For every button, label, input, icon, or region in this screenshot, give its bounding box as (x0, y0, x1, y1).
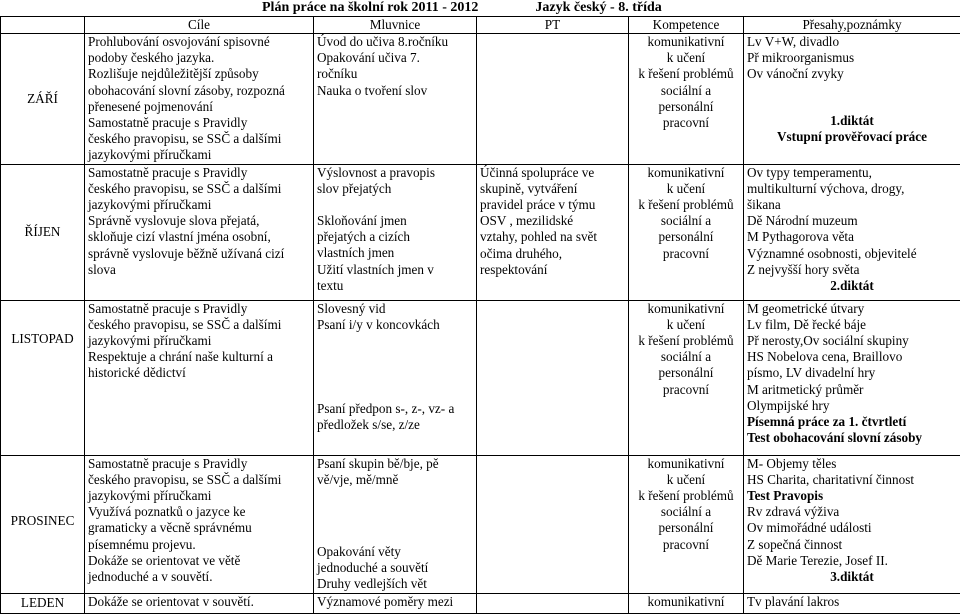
pisemna-prace-label: Písemná práce za 1. čtvrtletí (747, 414, 957, 430)
cile-cell (85, 164, 314, 300)
diktat-label: 3.diktát (747, 569, 957, 585)
test-label: Vstupní prověřovací práce (747, 129, 957, 145)
presahy-line: Ov typy temperamentu, (747, 165, 957, 181)
cile-line: Samostatně pracuje s Pravidly (88, 456, 310, 472)
cile-line: českého pravopisu, se SSČ a dalšími (88, 131, 310, 147)
cile-line: českého pravopisu, se SSČ a dalšími (88, 317, 310, 333)
kompetence-line: pracovní (632, 382, 740, 398)
header-row (1, 17, 960, 34)
mluvnice-line: Užití vlastních jmen v (317, 262, 473, 278)
presahy-line: HS Charita, charitativní činnost (747, 472, 957, 488)
cile-line: jazykovými příručkami (88, 488, 310, 504)
cile-cell (85, 34, 314, 165)
kompetence-line: sociální a (632, 213, 740, 229)
cile-line: českého pravopisu, se SSČ a dalšími (88, 472, 310, 488)
table-row (1, 593, 960, 613)
mluvnice-cell (314, 300, 477, 455)
cile-line: Rozlišuje nejdůležitější způsoby (88, 66, 310, 82)
cile-line: slova (88, 262, 310, 278)
cile-line: Samostatně pracuje s Pravidly (88, 301, 310, 317)
cile-cell (85, 593, 314, 613)
kompetence-line: k učení (632, 317, 740, 333)
mluvnice-line: vě/vje, mě/mně (317, 472, 473, 488)
presahy-line: Významné osobnosti, objevitelé (747, 246, 957, 262)
presahy-line: šikana (747, 197, 957, 213)
cile-line: správně vyslovuje běžně užívaná cizí (88, 246, 310, 262)
mluvnice-line: Psaní i/y v koncovkách (317, 317, 473, 333)
presahy-line: Lv V+W, divadlo (747, 34, 957, 50)
cile-line: přenesené pojmenování (88, 99, 310, 115)
pt-cell (477, 34, 629, 165)
kompetence-line: k učení (632, 50, 740, 66)
cile-line: českého pravopisu, se SSČ a dalšími (88, 181, 310, 197)
presahy-line: Tv plavání lakros (747, 594, 957, 610)
pt-line: pravidel práce v týmu (480, 197, 625, 213)
test-pravopis-label: Test Pravopis (747, 488, 957, 504)
cile-line: Prohlubování osvojování spisovné (88, 34, 310, 50)
page-title (0, 0, 960, 16)
mluvnice-line: Slovesný vid (317, 301, 473, 317)
month-cell: PROSINEC (1, 455, 85, 593)
pt-line: respektování (480, 262, 625, 278)
mluvnice-cell (314, 34, 477, 165)
header-kompetence: Kompetence (629, 17, 744, 34)
kompetence-line: sociální a (632, 83, 740, 99)
kompetence-line: komunikativní (632, 456, 740, 472)
table-row (1, 34, 960, 165)
presahy-cell (744, 34, 960, 165)
presahy-line: Ov mimořádné události (747, 520, 957, 536)
mluvnice-cell (314, 455, 477, 593)
cile-line: Dokáže se orientovat v souvětí. (88, 594, 310, 610)
mluvnice-line: slov přejatých (317, 181, 473, 197)
kompetence-line: komunikativní (632, 594, 740, 610)
table-row (1, 455, 960, 593)
presahy-line: Z sopečná činnost (747, 537, 957, 553)
kompetence-line: sociální a (632, 349, 740, 365)
header-blank (1, 17, 85, 34)
mluvnice-line: Úvod do učiva 8.ročníku (317, 34, 473, 50)
presahy-line: Lv film, Dě řecké báje (747, 317, 957, 333)
diktat-label: 2.diktát (747, 278, 957, 294)
cile-line: skloňuje cizí vlastní jména osobní, (88, 229, 310, 245)
presahy-line: M- Objemy těles (747, 456, 957, 472)
pt-cell (477, 164, 629, 300)
kompetence-line: pracovní (632, 246, 740, 262)
presahy-line: Dě Národní muzeum (747, 213, 957, 229)
kompetence-line: pracovní (632, 115, 740, 131)
kompetence-line: personální (632, 229, 740, 245)
month-cell: ZÁŘÍ (1, 34, 85, 165)
presahy-line: Dě Marie Terezie, Josef II. (747, 553, 957, 569)
mluvnice-line: Druhy vedlejších vět (317, 576, 473, 592)
kompetence-cell (629, 455, 744, 593)
kompetence-line: k řešení problémů (632, 333, 740, 349)
mluvnice-line: ročníku (317, 66, 473, 82)
kompetence-line: sociální a (632, 504, 740, 520)
cile-cell (85, 455, 314, 593)
mluvnice-line: Výslovnost a pravopis (317, 165, 473, 181)
mluvnice-line: přejatých a cizích (317, 229, 473, 245)
cile-line: Samostatně pracuje s Pravidly (88, 165, 310, 181)
kompetence-line: pracovní (632, 537, 740, 553)
cile-line: písemnému projevu. (88, 537, 310, 553)
kompetence-line: k řešení problémů (632, 197, 740, 213)
presahy-line: Př mikroorganismus (747, 50, 957, 66)
mluvnice-line: textu (317, 278, 473, 294)
month-cell: ŘÍJEN (1, 164, 85, 300)
kompetence-line: k učení (632, 181, 740, 197)
kompetence-line: komunikativní (632, 165, 740, 181)
kompetence-line: k řešení problémů (632, 488, 740, 504)
kompetence-line: personální (632, 520, 740, 536)
cile-line: historické dědictví (88, 365, 310, 381)
presahy-cell (744, 455, 960, 593)
mluvnice-line: vlastních jmen (317, 245, 473, 261)
mluvnice-line: Psaní předpon s-, z-, vz- a (317, 401, 473, 417)
kompetence-line: k učení (632, 472, 740, 488)
subject-title: Jazyk český - 8. třída (535, 0, 661, 15)
cile-line: jazykovými příručkami (88, 333, 310, 349)
pt-cell (477, 300, 629, 455)
mluvnice-cell (314, 593, 477, 613)
kompetence-line: komunikativní (632, 34, 740, 50)
presahy-line: Olympijské hry (747, 398, 957, 414)
cile-line: podoby českého jazyka. (88, 50, 310, 66)
header-presahy: Přesahy,poznámky (744, 17, 960, 34)
presahy-line: M geometrické útvary (747, 301, 957, 317)
plan-title: Plán práce na školní rok 2011 - 2012 (262, 0, 478, 15)
pt-line: vztahy, pohled na svět (480, 229, 625, 245)
presahy-line: Ov vánoční zvyky (747, 66, 957, 82)
month-cell: LEDEN (1, 593, 85, 613)
month-cell: LISTOPAD (1, 300, 85, 455)
diktat-label: 1.diktát (747, 113, 957, 129)
mluvnice-line: Opakování učiva 7. (317, 50, 473, 66)
pt-line: Účinná spolupráce ve (480, 165, 625, 181)
pt-cell (477, 593, 629, 613)
mluvnice-line: předložek s/se, z/ze (317, 417, 473, 433)
mluvnice-line: Psaní skupin bě/bje, pě (317, 456, 473, 472)
presahy-line: HS Nobelova cena, Braillovo (747, 349, 957, 365)
cile-line: Využívá poznatků o jazyce ke (88, 504, 310, 520)
presahy-line: Z nejvyšší hory světa (747, 262, 957, 278)
cile-cell (85, 300, 314, 455)
cile-line: jednoduché a v souvětí. (88, 569, 310, 585)
kompetence-cell (629, 34, 744, 165)
cile-line: Dokáže se orientovat ve větě (88, 553, 310, 569)
header-pt: PT (477, 17, 629, 34)
presahy-line: M aritmetický průměr (747, 382, 957, 398)
presahy-line: Př nerosty,Ov sociální skupiny (747, 333, 957, 349)
header-mluvnice: Mluvnice (314, 17, 477, 34)
cile-line: Respektuje a chrání naše kulturní a (88, 349, 310, 365)
presahy-line: multikulturní výchova, drogy, (747, 181, 957, 197)
kompetence-line: komunikativní (632, 301, 740, 317)
cile-line: obohacování slovní zásoby, rozpozná (88, 83, 310, 99)
presahy-line: M Pythagorova věta (747, 229, 957, 245)
header-cile: Cíle (85, 17, 314, 34)
plan-table (0, 16, 960, 614)
cile-line: Samostatně pracuje s Pravidly (88, 115, 310, 131)
mluvnice-line: Skloňování jmen (317, 213, 473, 229)
kompetence-cell (629, 164, 744, 300)
presahy-line: Rv zdravá výživa (747, 504, 957, 520)
kompetence-line: personální (632, 99, 740, 115)
mluvnice-line: Opakování věty (317, 544, 473, 560)
cile-line: gramaticky a věcně správnému (88, 520, 310, 536)
table-row (1, 300, 960, 455)
mluvnice-line: Významové poměry mezi (317, 594, 473, 610)
cile-line: jazykovými příručkami (88, 197, 310, 213)
kompetence-cell (629, 593, 744, 613)
presahy-line: písmo, LV divadelní hry (747, 365, 957, 381)
pt-line: očima druhého, (480, 246, 625, 262)
kompetence-line: personální (632, 365, 740, 381)
kompetence-cell (629, 300, 744, 455)
pt-line: OSV , mezilidské (480, 213, 625, 229)
presahy-cell (744, 593, 960, 613)
pt-line: skupině, vytváření (480, 181, 625, 197)
presahy-cell (744, 300, 960, 455)
test-label: Test obohacování slovní zásoby (747, 430, 957, 446)
cile-line: jazykovými příručkami (88, 147, 310, 163)
cile-line: Správně vyslovuje slova přejatá, (88, 213, 310, 229)
presahy-cell (744, 164, 960, 300)
pt-cell (477, 455, 629, 593)
kompetence-line: k řešení problémů (632, 66, 740, 82)
mluvnice-line: Nauka o tvoření slov (317, 83, 473, 99)
table-row (1, 164, 960, 300)
mluvnice-line: jednoduché a souvětí (317, 560, 473, 576)
mluvnice-cell (314, 164, 477, 300)
